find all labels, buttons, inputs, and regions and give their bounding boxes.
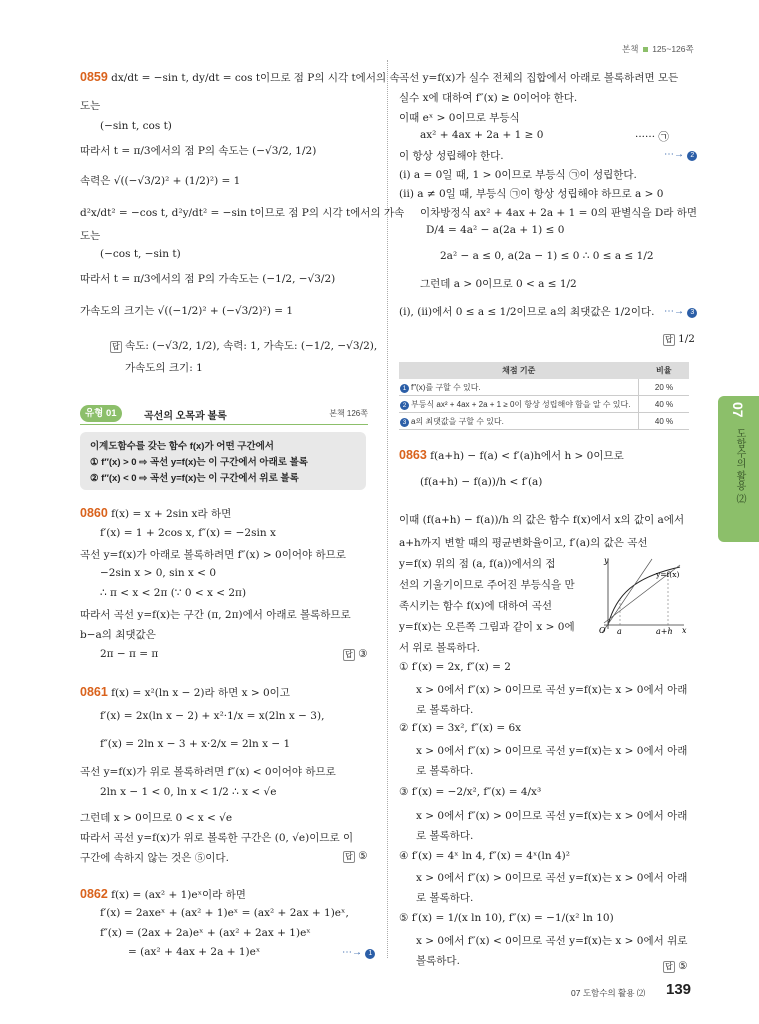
column-header: 채점 기준	[399, 362, 639, 379]
math-line: (−sin t, cos t)	[100, 120, 172, 132]
row-number: 2	[400, 401, 409, 410]
text-line: (ii) a ≠ 0일 때, 부등식 ㉠이 항상 성립해야 하므로 a > 0	[399, 188, 664, 200]
arrow-icon: ⋯→	[664, 149, 684, 160]
type-ref: 본책 126쪽	[329, 409, 368, 418]
problem-number: 0863	[399, 448, 427, 462]
text-line: 곡선 y=f(x)가 위로 볼록하려면 f″(x) < 0이어야 하므로	[80, 766, 336, 778]
summary-line: ② f″(x) < 0 ⇨ 곡선 y=f(x)는 이 구간에서 위로 볼록	[90, 473, 299, 484]
math-line: 가속도의 크기는 √((−1/2)² + (−√3/2)²) = 1	[80, 305, 294, 317]
text-line: b−a의 최댓값은	[80, 629, 156, 641]
math-line: −2sin x > 0, sin x < 0	[100, 567, 216, 579]
header-label: 본책	[622, 44, 639, 54]
option-line: ⑤ f′(x) = 1/(x ln 10), f″(x) = −1/(x² ln 10)	[399, 912, 614, 924]
problem-0862-line1	[80, 887, 246, 902]
math-line: 2a² − a ≤ 0, a(2a − 1) ≤ 0 ∴ 0 ≤ a ≤ 1/2	[440, 250, 654, 262]
concave-graph	[594, 555, 690, 635]
side-tab-number: 07	[730, 402, 746, 418]
row-text: 부등식 ax² + 4ax + 2a + 1 ≥ 0이 항상 성립해야 함을 알 수 있다.	[411, 399, 631, 409]
problem-number: 0861	[80, 685, 108, 699]
math-line: (−cos t, −sin t)	[100, 248, 181, 260]
answer-0860	[343, 648, 368, 661]
text-line: 도는	[80, 230, 101, 242]
problem-0860-line1	[80, 506, 231, 521]
problem-number: 0860	[80, 506, 108, 520]
header-ref	[622, 43, 694, 55]
problem-number: 0859	[80, 70, 108, 84]
answer-text: ⑤	[678, 960, 688, 972]
problem-number: 0862	[80, 887, 108, 901]
table-row	[399, 413, 689, 430]
column-header: 비율	[639, 362, 690, 379]
option-line: 볼록하다.	[416, 955, 460, 967]
type-header	[80, 405, 368, 425]
graph-label-origin: O	[599, 626, 606, 635]
table-header-row	[399, 362, 689, 379]
row-text: f″(x)를 구할 수 있다.	[411, 382, 481, 392]
chapter-side-tab	[718, 396, 759, 542]
row-ratio: 20 %	[639, 379, 690, 396]
answer-icon: 답	[112, 342, 120, 351]
text-line: f(x) = (ax² + 1)eˣ이라 하면	[111, 889, 246, 901]
row-ratio: 40 %	[639, 396, 690, 413]
answer-0863	[663, 960, 688, 973]
option-line: ① f′(x) = 2x, f″(x) = 2	[399, 661, 511, 673]
footer-chapter: 07 도함수의 활용 ⑵	[571, 988, 646, 998]
math-line: D/4 = 4a² − a(2a + 1) ≤ 0	[426, 224, 565, 236]
tangent-line	[602, 559, 652, 633]
answer-0862	[663, 333, 695, 346]
option-line: x > 0에서 f″(x) > 0이므로 곡선 y=f(x)는 x > 0에서 아래	[416, 872, 688, 884]
summary-line: ① f″(x) > 0 ⇨ 곡선 y=f(x)는 이 구간에서 아래로 볼록	[90, 457, 308, 468]
arrow-icon: ⋯→	[342, 947, 362, 958]
step-marker-2	[664, 148, 697, 161]
answer-icon: 답	[345, 852, 353, 861]
problem-0863-line1	[399, 448, 624, 463]
row-number: 3	[400, 418, 409, 427]
step-marker-3	[664, 305, 697, 318]
text-line: 따라서 곡선 y=f(x)가 위로 볼록한 구간은 (0, √e)이므로 이	[80, 832, 354, 844]
option-line: 로 볼록하다.	[416, 892, 474, 904]
math-line: (f(a+h) − f(a))/h < f′(a)	[420, 476, 543, 488]
row-ratio: 40 %	[639, 413, 690, 430]
answer-0859	[110, 338, 377, 353]
graph-label-x: x	[682, 626, 687, 635]
text-line: 그런데 x > 0이므로 0 < x < √e	[80, 812, 233, 824]
problem-0861-line1	[80, 685, 290, 700]
scoring-table	[399, 362, 689, 430]
text-line: 곡선 y=f(x)가 실수 전체의 집합에서 아래로 볼록하려면 모든	[399, 72, 679, 84]
text-line: dx/dt = −sin t, dy/dt = cos t이므로 점 P의 시각 t에서의 속	[111, 72, 400, 84]
page-number: 139	[666, 981, 692, 998]
text-line: (i), (ii)에서 0 ≤ a ≤ 1/2이므로 a의 최댓값은 1/2이다.	[399, 306, 655, 318]
math-line: ∴ π < x < 2π (∵ 0 < x < 2π)	[100, 587, 247, 599]
step-marker-1	[342, 946, 375, 959]
step-number: 1	[365, 949, 375, 959]
math-line: 그런데 a > 0이므로 0 < a ≤ 1/2	[420, 278, 577, 290]
type-summary-box	[80, 432, 366, 490]
text-line: 서 위로 볼록하다.	[399, 642, 481, 654]
side-tab-text: 도함수의 활용 ⑵	[734, 428, 745, 504]
arrow-icon: ⋯→	[664, 306, 684, 317]
problem-0859-line1	[80, 70, 400, 85]
text-line: y=f(x)는 오른쪽 그림과 같이 x > 0에	[399, 621, 575, 633]
option-line: ④ f′(x) = 4ˣ ln 4, f″(x) = 4ˣ(ln 4)²	[399, 850, 570, 862]
answer-icon: 답	[665, 335, 673, 344]
header-square-icon	[643, 47, 648, 52]
table-row	[399, 396, 689, 413]
answer-text: 가속도의 크기: 1	[125, 362, 203, 374]
text-line: f(x) = x + 2sin x라 하면	[111, 508, 232, 520]
column-divider	[387, 60, 388, 958]
step-number: 2	[687, 151, 697, 161]
header-pages: 125~126쪽	[652, 44, 694, 54]
option-line: x > 0에서 f″(x) > 0이므로 곡선 y=f(x)는 x > 0에서 아래	[416, 810, 688, 822]
summary-line: 이계도함수를 갖는 함수 f(x)가 어떤 구간에서	[90, 441, 274, 452]
math-line: 2π − π = π	[100, 648, 159, 660]
graph-label-a: a	[617, 627, 622, 635]
table-row	[399, 379, 689, 396]
math-line: 속력은 √((−√3/2)² + (1/2)²) = 1	[80, 175, 241, 187]
math-line: f′(x) = 2x(ln x − 2) + x²·1/x = x(2ln x − 3),	[100, 710, 325, 722]
graph-label-ah: a+h	[656, 627, 673, 635]
answer-0861	[343, 850, 368, 863]
text-line: 이 항상 성립해야 한다.	[399, 150, 504, 162]
text-line: 이때 (f(a+h) − f(a))/h 의 값은 함수 f(x)에서 x의 값이 a에서	[399, 514, 685, 526]
math-line: f″(x) = 2ln x − 3 + x·2/x = 2ln x − 1	[100, 738, 291, 750]
text-line: d²x/dt² = −cos t, d²y/dt² = −sin t이므로 점 P의 시각 t에서의 가속	[80, 207, 405, 219]
text-line: 따라서 t = π/3에서의 점 P의 속도는 (−√3/2, 1/2)	[80, 145, 317, 157]
text-line: f(a+h) − f(a) < f′(a)h에서 h > 0이므로	[430, 450, 624, 462]
text-line: 족시키는 함수 f(x)에 대하여 곡선	[399, 600, 553, 612]
math-line: f′(x) = 2axeˣ + (ax² + 1)eˣ = (ax² + 2ax + 1)eˣ,	[100, 907, 349, 919]
text-line: a+h까지 변할 때의 평균변화율이고, f′(a)의 값은 곡선	[399, 537, 648, 549]
math-line: 2ln x − 1 < 0, ln x < 1/2 ∴ x < √e	[100, 786, 277, 798]
answer-text: ③	[358, 648, 368, 660]
option-line: ③ f′(x) = −2/x², f″(x) = 4/x³	[399, 786, 542, 798]
option-line: 로 볼록하다.	[416, 765, 474, 777]
math-line: f′(x) = 1 + 2cos x, f″(x) = −2sin x	[100, 527, 276, 539]
text-line: 도는	[80, 100, 101, 112]
text-line: 이차방정식 ax² + 4ax + 2a + 1 = 0의 판별식을 D라 하면	[420, 207, 698, 219]
option-line: x > 0에서 f″(x) > 0이므로 곡선 y=f(x)는 x > 0에서 아래	[416, 684, 688, 696]
answer-icon: 답	[345, 650, 353, 659]
step-number: 3	[687, 308, 697, 318]
text-line: 구간에 속하지 않는 것은 ⑤이다.	[80, 852, 229, 864]
text-line: 이때 eˣ > 0이므로 부등식	[399, 112, 520, 124]
answer-text: 1/2	[678, 333, 695, 345]
text-line: 선의 기울기이므로 주어진 부등식을 만	[399, 579, 575, 591]
option-line: ② f′(x) = 3x², f″(x) = 6x	[399, 722, 522, 734]
text-line: (i) a = 0일 때, 1 > 0이므로 부등식 ㉠이 성립한다.	[399, 169, 637, 181]
label-text: ······ ㉠	[635, 131, 669, 143]
row-text: a의 최댓값을 구할 수 있다.	[411, 416, 504, 426]
graph-label-fx: y=f(x)	[656, 570, 680, 579]
answer-icon: 답	[665, 962, 673, 971]
text-line: 실수 x에 대하여 f″(x) ≥ 0이어야 한다.	[399, 92, 578, 104]
row-number: 1	[400, 384, 409, 393]
text-line: 따라서 곡선 y=f(x)는 구간 (π, 2π)에서 아래로 볼록하므로	[80, 609, 351, 621]
math-line: = (ax² + 4ax + 2a + 1)eˣ	[128, 946, 261, 958]
text-line: y=f(x) 위의 점 (a, f(a))에서의 접	[399, 558, 556, 570]
type-title: 곡선의 오목과 볼록	[144, 411, 227, 422]
option-line: 로 볼록하다.	[416, 704, 474, 716]
type-badge: 유형 01	[80, 405, 122, 422]
math-line: f″(x) = (2ax + 2a)eˣ + (ax² + 2ax + 1)eˣ	[100, 927, 311, 939]
text-line: 곡선 y=f(x)가 아래로 볼록하려면 f″(x) > 0이어야 하므로	[80, 549, 346, 561]
text-line: f(x) = x²(ln x − 2)라 하면 x > 0이고	[111, 687, 290, 699]
answer-text: 속도: (−√3/2, 1/2), 속력: 1, 가속도: (−1/2, −√3/2),	[125, 340, 378, 352]
option-line: x > 0에서 f″(x) < 0이므로 곡선 y=f(x)는 x > 0에서 위로	[416, 935, 688, 947]
answer-text: ⑤	[358, 850, 368, 862]
graph-label-y: y	[604, 556, 609, 565]
math-line: ax² + 4ax + 2a + 1 ≥ 0	[420, 129, 544, 141]
option-line: 로 볼록하다.	[416, 830, 474, 842]
text-line: 따라서 t = π/3에서의 점 P의 가속도는 (−1/2, −√3/2)	[80, 273, 336, 285]
option-line: x > 0에서 f″(x) > 0이므로 곡선 y=f(x)는 x > 0에서 아래	[416, 745, 688, 757]
